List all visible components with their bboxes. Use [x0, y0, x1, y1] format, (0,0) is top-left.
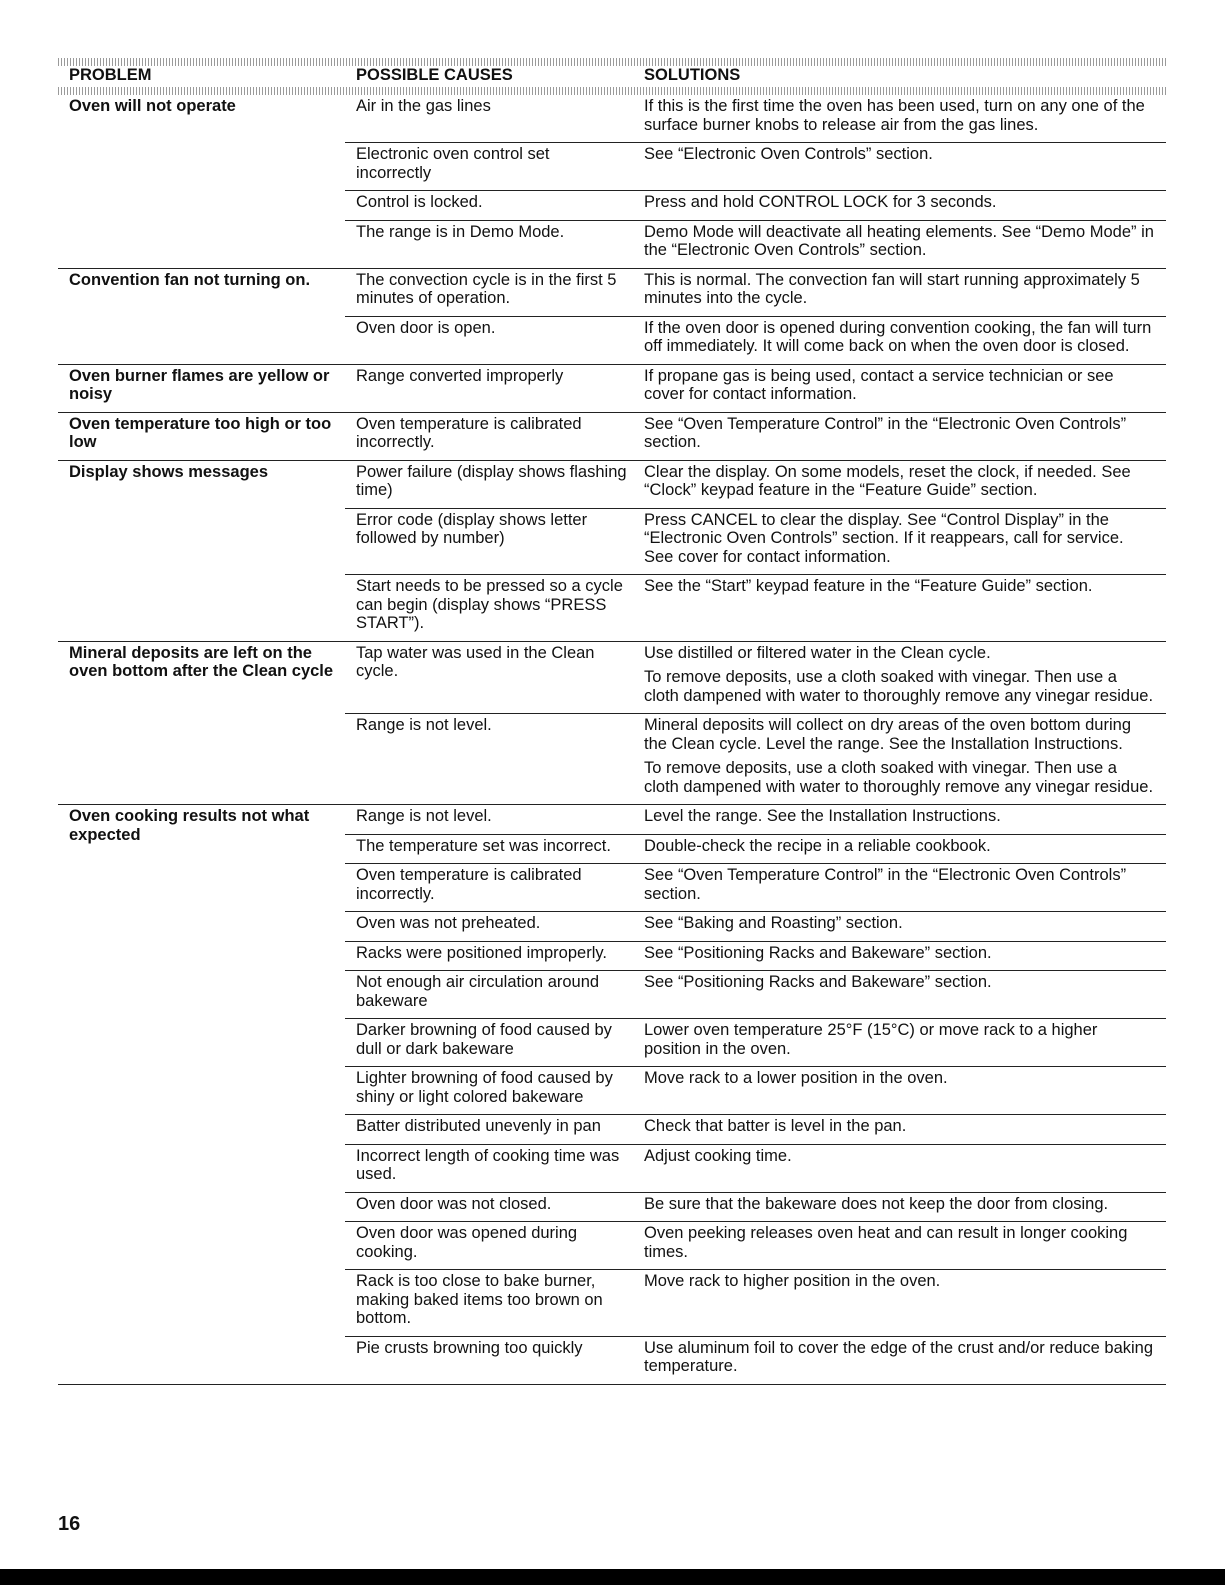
solution-cell	[633, 971, 1166, 1018]
solution-cell	[633, 1115, 1166, 1144]
problem-group	[58, 269, 1166, 365]
header-possible-causes: POSSIBLE CAUSES	[356, 66, 513, 84]
solution-cell	[633, 575, 1166, 641]
possible-cause: Power failure (display shows flashing time)	[356, 462, 627, 499]
possible-cause: Tap water was used in the Clean cycle.	[356, 643, 595, 680]
possible-cause: Oven was not preheated.	[356, 914, 541, 932]
table-row	[345, 220, 1166, 268]
table-body	[58, 95, 1166, 1385]
possible-cause: Range is not level.	[356, 716, 492, 734]
table-row	[345, 970, 1166, 1018]
solution-text: Double-check the recipe in a reliable cookbook.	[644, 836, 991, 855]
solution-cell	[633, 413, 1166, 460]
table-row	[345, 863, 1166, 911]
possible-cause: Oven temperature is calibrated incorrectly.	[356, 414, 582, 451]
page-number: 16	[58, 1513, 81, 1535]
solution-cell	[633, 864, 1166, 911]
problem-group	[58, 805, 1166, 1385]
solution-cell	[633, 461, 1166, 508]
table-row	[345, 805, 1166, 834]
cause-rows	[345, 642, 1166, 805]
problem-group	[58, 461, 1166, 642]
problem-group	[58, 95, 1166, 269]
solution-cell	[633, 1067, 1166, 1114]
solution-cell	[633, 191, 1166, 220]
table-row	[345, 574, 1166, 641]
table-row	[345, 1221, 1166, 1269]
solution-text: Move rack to higher position in the oven.	[644, 1272, 941, 1290]
possible-cause: Start needs to be pressed so a cycle can begin (display shows “PRESS START”).	[356, 577, 623, 632]
solution-text: See “Oven Temperature Control” in the “Electronic Oven Controls” section.	[644, 866, 1127, 903]
solution-cell	[633, 1222, 1166, 1269]
possible-cause: The range is in Demo Mode.	[356, 222, 565, 241]
cause-rows	[345, 365, 1166, 412]
table-row	[345, 461, 1166, 508]
solution-cell	[633, 642, 1166, 714]
problem-label: Convention fan not turning on.	[69, 270, 311, 289]
solution-text: Lower oven temperature 25°F (15°C) or move rack to a higher position in the oven.	[644, 1021, 1098, 1058]
table-row	[345, 834, 1166, 864]
table-row	[345, 1114, 1166, 1144]
troubleshooting-table	[58, 58, 1166, 1385]
problem-label: Mineral deposits are left on the oven bottom after the Clean cycle	[69, 643, 334, 680]
cause-rows	[345, 413, 1166, 460]
solution-cell	[633, 912, 1166, 941]
table-row	[345, 1192, 1166, 1222]
possible-cause: Oven temperature is calibrated incorrectly.	[356, 866, 582, 903]
problem-label: Oven cooking results not what expected	[69, 807, 310, 844]
top-dotted-rule	[58, 58, 1166, 66]
solution-cell	[633, 835, 1166, 864]
solution-text: See “Electronic Oven Controls” section.	[644, 145, 933, 163]
possible-cause: Control is locked.	[356, 193, 483, 211]
solution-text: Oven peeking releases oven heat and can result in longer cooking times.	[644, 1224, 1128, 1261]
problem-label: Display shows messages	[69, 462, 269, 481]
problem-group	[58, 365, 1166, 413]
possible-cause: Not enough air circulation around bakeware	[356, 973, 600, 1010]
solution-text: To remove deposits, use a cloth soaked with vinegar. Then use a cloth dampened with water to thoroughly remove any vinegar residue.	[644, 759, 1154, 796]
solution-cell	[633, 1337, 1166, 1384]
solution-cell	[633, 509, 1166, 575]
table-row	[345, 713, 1166, 804]
solution-text: See “Oven Temperature Control” in the “Electronic Oven Controls” section.	[644, 414, 1127, 451]
table-row	[345, 316, 1166, 364]
possible-cause: Pie crusts browning too quickly	[356, 1338, 583, 1357]
possible-cause: Batter distributed unevenly in pan	[356, 1117, 601, 1135]
possible-cause: Range converted improperly	[356, 366, 564, 385]
solution-cell	[633, 1270, 1166, 1336]
problem-group	[58, 413, 1166, 461]
solution-cell	[633, 1019, 1166, 1066]
solution-text: Adjust cooking time.	[644, 1146, 792, 1165]
table-row	[345, 269, 1166, 316]
solution-cell	[633, 805, 1166, 834]
table-row	[345, 413, 1166, 460]
table-row	[345, 911, 1166, 941]
possible-cause: Oven door was not closed.	[356, 1194, 552, 1213]
solution-text: If propane gas is being used, contact a service technician or see cover for contact information.	[644, 366, 1114, 403]
cause-rows	[345, 269, 1166, 364]
possible-cause: Air in the gas lines	[356, 97, 491, 115]
possible-cause: Racks were positioned improperly.	[356, 943, 607, 962]
possible-cause: Range is not level.	[356, 807, 492, 825]
problem-label: Oven burner flames are yellow or noisy	[69, 366, 330, 403]
solution-text: To remove deposits, use a cloth soaked with vinegar. Then use a cloth dampened with water to thoroughly remove any vinegar residue.	[644, 668, 1154, 705]
possible-cause: Electronic oven control set incorrectly	[356, 145, 550, 182]
table-row	[345, 365, 1166, 412]
solution-text: If the oven door is opened during convention cooking, the fan will turn off immediately. It will come back on when the oven door is closed.	[644, 318, 1152, 355]
possible-cause: The temperature set was incorrect.	[356, 836, 611, 855]
cause-rows	[345, 805, 1166, 1384]
solution-cell	[633, 365, 1166, 412]
problem-group	[58, 642, 1166, 806]
header-problem: PROBLEM	[69, 66, 152, 84]
table-row	[345, 642, 1166, 714]
bottom-black-bar	[0, 1569, 1225, 1585]
table-row	[345, 1269, 1166, 1336]
solution-cell	[633, 317, 1166, 364]
table-row	[345, 508, 1166, 575]
solution-text: See the “Start” keypad feature in the “Feature Guide” section.	[644, 577, 1093, 595]
solution-cell	[633, 95, 1166, 142]
solution-text: Press and hold CONTROL LOCK for 3 seconds.	[644, 193, 997, 211]
problem-label: Oven will not operate	[69, 97, 236, 115]
header-solutions: SOLUTIONS	[644, 66, 741, 84]
solution-cell	[633, 1145, 1166, 1192]
possible-cause: Oven door is open.	[356, 318, 496, 337]
solution-text: Move rack to a lower position in the oven.	[644, 1069, 948, 1087]
solution-cell	[633, 942, 1166, 971]
solution-text: Use aluminum foil to cover the edge of the crust and/or reduce baking temperature.	[644, 1338, 1154, 1375]
table-row	[345, 1066, 1166, 1114]
table-row	[345, 1336, 1166, 1384]
solution-text: Check that batter is level in the pan.	[644, 1117, 907, 1135]
solution-cell	[633, 714, 1166, 804]
table-row	[345, 1144, 1166, 1192]
solution-text: Demo Mode will deactivate all heating elements. See “Demo Mode” in the “Electronic Oven Controls” section.	[644, 222, 1154, 259]
table-row	[345, 142, 1166, 190]
solution-text: Be sure that the bakeware does not keep the door from closing.	[644, 1194, 1109, 1213]
table-row	[345, 1018, 1166, 1066]
solution-text: If this is the first time the oven has been used, turn on any one of the surface burner knobs to release air from the gas lines.	[644, 97, 1145, 134]
solution-cell	[633, 221, 1166, 268]
possible-cause: Incorrect length of cooking time was used.	[356, 1146, 620, 1183]
solution-text: See “Positioning Racks and Bakeware” section.	[644, 943, 992, 962]
solution-text: See “Positioning Racks and Bakeware” section.	[644, 973, 992, 991]
possible-cause: Error code (display shows letter followed by number)	[356, 510, 588, 547]
solution-text: See “Baking and Roasting” section.	[644, 914, 903, 932]
solution-text: Use distilled or filtered water in the Clean cycle.	[644, 643, 991, 662]
solution-text: This is normal. The convection fan will start running approximately 5 minutes into the cycle.	[644, 270, 1140, 307]
table-row	[345, 190, 1166, 220]
solution-text: Press CANCEL to clear the display. See “Control Display” in the “Electronic Oven Controls” section. If it reappears, call for service. See cover for contact information.	[644, 510, 1124, 566]
solution-cell	[633, 143, 1166, 190]
solution-text: Mineral deposits will collect on dry areas of the oven bottom during the Clean cycle. Level the range. See the Installation Instructions.	[644, 716, 1131, 753]
cause-rows	[345, 95, 1166, 268]
solution-cell	[633, 1193, 1166, 1222]
solution-cell	[633, 269, 1166, 316]
header-dotted-rule	[58, 87, 1166, 95]
table-row	[345, 941, 1166, 971]
possible-cause: The convection cycle is in the first 5 minutes of operation.	[356, 270, 617, 307]
problem-label: Oven temperature too high or too low	[69, 414, 332, 451]
solution-text: Level the range. See the Installation Instructions.	[644, 807, 1001, 825]
possible-cause: Rack is too close to bake burner, making baked items too brown on bottom.	[356, 1272, 603, 1327]
cause-rows	[345, 461, 1166, 641]
possible-cause: Oven door was opened during cooking.	[356, 1224, 578, 1261]
solution-text: Clear the display. On some models, reset the clock, if needed. See “Clock” keypad feature in the “Feature Guide” section.	[644, 462, 1131, 499]
table-header	[58, 66, 1166, 87]
possible-cause: Lighter browning of food caused by shiny or light colored bakeware	[356, 1069, 613, 1106]
possible-cause: Darker browning of food caused by dull or dark bakeware	[356, 1021, 612, 1058]
table-row	[345, 95, 1166, 142]
